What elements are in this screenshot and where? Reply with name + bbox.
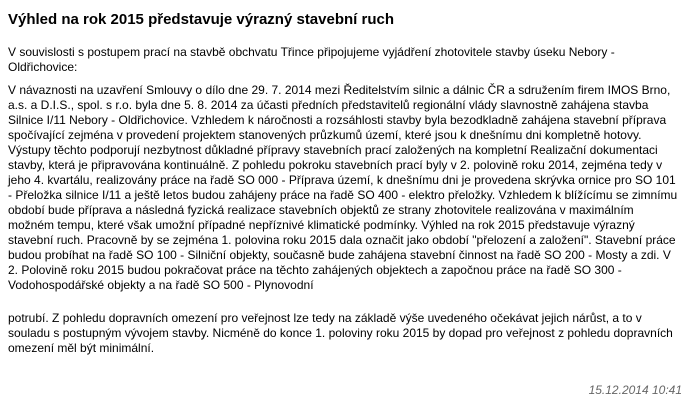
article-title: Výhled na rok 2015 představuje výrazný stavební ruch	[8, 11, 395, 28]
article-closing: potrubí. Z pohledu dopravních omezení pro veřejnost lze tedy na základě výše uvedeného očekávat jejich nárůst, a to v souladu s postupným vývojem stavby. Nicméně do konce 1. poloviny roku 2015 by dopad pro veřejnost z pohledu dopravních omezení měl být minimální.	[8, 311, 673, 355]
article-lead: V souvislosti s postupem prací na stavbě obchvatu Třince připojujeme vyjádření zhotovitele stavby úseku Nebory - Oldřichovice:	[8, 45, 615, 74]
article-body: V návaznosti na uzavření Smlouvy o dílo dne 29. 7. 2014 mezi Ředitelstvím silnic a dálnic ČR a sdružením firem IMOS Brno, a.s. a D.I.S., spol. s r.o. byla dne 5. 8. 2014 za účasti předních představitelů regionální vlády slavnostně zahájena stavba Silnice I/11 Nebory - Oldřichovice. Vzhledem k náročnosti a rozsáhlosti stavby byla bezodkladně zahájena stavební příprava spočívající zejména v provedení projektem stanovených průzkumů území, které jsou k dnešnímu dni kompletně hotovy. Výstupy těchto podporují nezbytnost důkladné přípravy stavebních prací založených na kompletní Realizační dokumentaci stavby, která je připravována kontinuálně. Z pohledu pokroku stavebních prací byly v 2. polovině roku 2014, zejména tedy v jeho 4. kvartálu, realizovány práce na řadě SO 000 - Příprava území, k dnešnímu dni je provedena skrývka ornice pro SO 101 - Přeložka silnice I/11 a ještě letos budou zahájeny práce na řadě SO 400 - elektro přeložky. Vzhledem k blížícímu se zimnímu období bude příprava a následná fyzická realizace stavebních objektů ze strany zhotovitele realizována v maximálním možném tempu, které však umožní případné nepříznivé klimatické podmínky. Výhled na rok 2015 představuje výrazný stavební ruch. Pracovně by se zejména 1. polovina roku 2015 dala označit jako období "přelození a založení". Stavební práce budou probíhat na řadě SO 100 - Silniční objekty, současně bude zahájena stavební činnost na řadě SO 200 - Mosty a zdi. V 2. Polovině roku 2015 budou pokračovat práce na těchto zahájených objektech a započnou práce na řadě SO 300 - Vodohospodářské objekty a na řadě SO 500 - Plynovodní	[8, 83, 678, 292]
publish-date: 15.12.2014 10:41	[588, 383, 682, 397]
